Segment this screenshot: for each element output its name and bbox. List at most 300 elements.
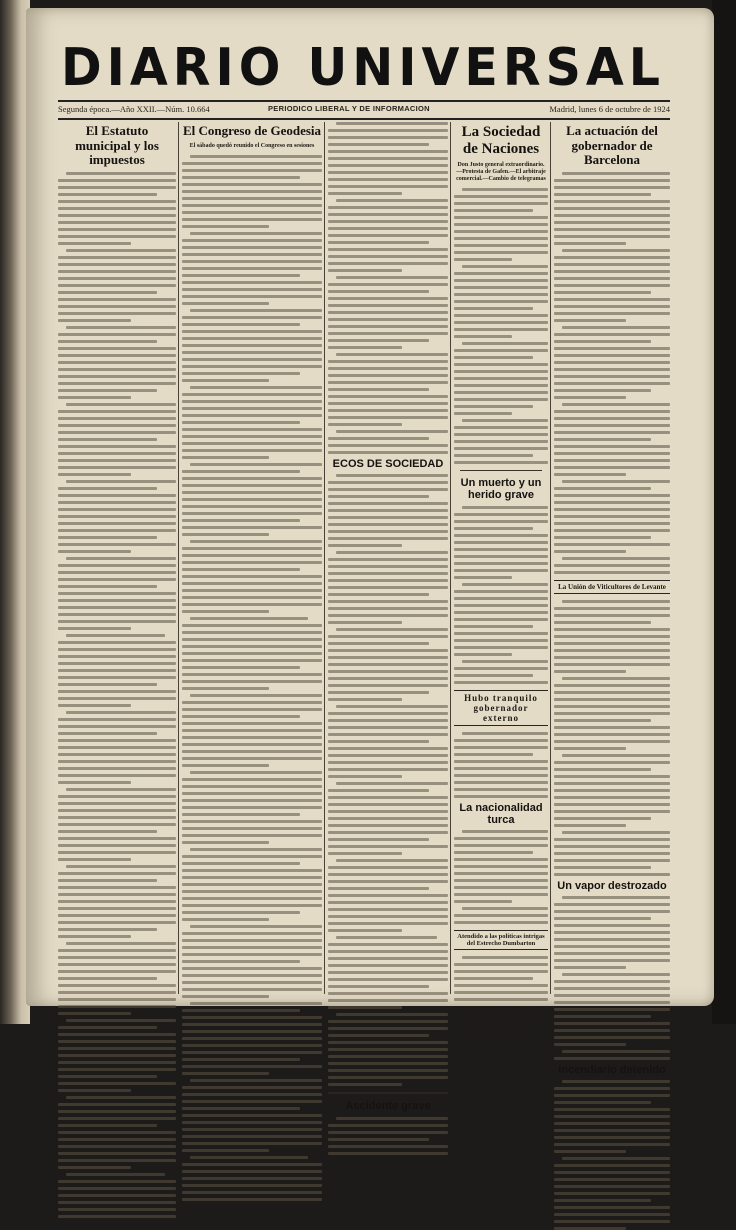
text-line [328, 1083, 402, 1086]
text-line [554, 298, 670, 301]
tagline: PERIODICO LIBERAL Y DE INFORMACION [268, 104, 430, 113]
headline-congreso-geodesia: El Congreso de Geodesia [182, 123, 322, 138]
text-line [182, 1009, 300, 1012]
text-line [182, 316, 322, 319]
text-line [190, 463, 322, 466]
article-body-muerto [454, 506, 548, 684]
text-line [328, 866, 448, 869]
text-line [336, 705, 448, 708]
text-line [554, 1122, 670, 1125]
text-line [328, 234, 448, 237]
column-separator [450, 122, 451, 994]
text-line [58, 697, 176, 700]
text-line [182, 372, 300, 375]
text-line [190, 617, 308, 620]
text-line [554, 782, 670, 785]
text-line [182, 701, 322, 704]
text-line [554, 621, 651, 624]
text-line [454, 667, 548, 670]
text-line [182, 988, 322, 991]
text-line [182, 638, 322, 641]
text-line [58, 802, 176, 805]
text-line [336, 859, 448, 862]
text-line [58, 508, 176, 511]
text-line [454, 405, 533, 408]
text-line [562, 403, 670, 406]
text-line [58, 900, 176, 903]
text-line [182, 610, 269, 613]
article-body-col3-top [328, 122, 448, 454]
article-body-estatuto [58, 172, 176, 1218]
text-line [58, 410, 176, 413]
text-line [328, 831, 448, 834]
text-line [328, 255, 448, 258]
text-line [58, 1068, 176, 1071]
text-line [328, 157, 448, 160]
text-line [58, 361, 176, 364]
text-line [454, 307, 533, 310]
text-line [454, 844, 548, 847]
text-line [66, 249, 176, 252]
text-line [562, 600, 670, 603]
text-line [182, 456, 269, 459]
text-line [462, 907, 548, 910]
text-line [328, 964, 448, 967]
text-line [182, 288, 322, 291]
text-line [328, 332, 448, 335]
text-line [58, 312, 176, 315]
text-line [58, 970, 176, 973]
text-line [58, 1054, 176, 1057]
text-line [554, 1199, 651, 1202]
text-line [454, 258, 512, 261]
text-line [190, 386, 322, 389]
text-line [328, 663, 448, 666]
text-line [554, 1101, 651, 1104]
text-line [182, 967, 322, 970]
text-line [328, 922, 448, 925]
text-line [58, 746, 176, 749]
text-line [182, 1093, 322, 1096]
masthead-title: DIARIO UNIVERSAL [60, 37, 666, 98]
text-line [182, 358, 322, 361]
text-line [182, 589, 322, 592]
text-line [182, 687, 269, 690]
text-line [454, 984, 548, 987]
text-line [328, 943, 448, 946]
text-line [182, 645, 322, 648]
text-line [58, 1061, 176, 1064]
text-line [554, 775, 670, 778]
text-line [562, 557, 670, 560]
text-line [454, 548, 548, 551]
text-line [182, 1044, 322, 1047]
text-line [58, 501, 176, 504]
text-line [182, 484, 322, 487]
text-line [182, 414, 322, 417]
text-line [182, 1037, 322, 1040]
article-body-estrecho [454, 956, 548, 1001]
text-line [182, 218, 322, 221]
text-line [58, 578, 176, 581]
text-line [58, 375, 176, 378]
text-line [190, 232, 322, 235]
text-line [554, 312, 670, 315]
text-line [454, 893, 548, 896]
text-line [454, 426, 548, 429]
text-line [182, 904, 322, 907]
text-line [554, 705, 670, 708]
text-line [182, 1086, 322, 1089]
text-line [58, 1075, 157, 1078]
text-line [58, 781, 131, 784]
text-line [328, 887, 429, 890]
subhead-viticultores: La Unión de Viticultores de Levante [554, 580, 670, 594]
text-line [554, 522, 670, 525]
text-line [454, 335, 512, 338]
text-line [454, 998, 548, 1001]
text-line [454, 914, 548, 917]
text-line [182, 736, 322, 739]
text-line [328, 516, 448, 519]
text-line [554, 1001, 670, 1004]
text-line [328, 227, 448, 230]
text-line [58, 1040, 176, 1043]
text-line [182, 1016, 322, 1019]
text-line [454, 440, 548, 443]
text-line [182, 883, 322, 886]
text-line [58, 235, 176, 238]
text-line [462, 188, 548, 191]
column-5 [554, 122, 670, 1076]
text-line [454, 398, 548, 401]
text-line [454, 837, 548, 840]
text-line [454, 760, 548, 763]
column-2 [182, 122, 322, 994]
column-separator [550, 122, 551, 994]
text-line [58, 1082, 176, 1085]
text-line [554, 571, 670, 574]
text-line [182, 477, 322, 480]
text-line [462, 830, 548, 833]
text-line [182, 330, 322, 333]
text-line [58, 851, 176, 854]
headline-muerto-herido: Un muerto y un herido grave [460, 477, 542, 502]
text-line [554, 959, 670, 962]
text-line [182, 1030, 322, 1033]
text-line [328, 740, 429, 743]
text-line [58, 1180, 176, 1183]
text-line [58, 767, 176, 770]
text-line [554, 789, 670, 792]
text-line [58, 991, 176, 994]
text-line [328, 572, 448, 575]
text-line [328, 367, 448, 370]
text-line [454, 349, 548, 352]
text-line [58, 606, 176, 609]
text-line [554, 1022, 670, 1025]
text-line [182, 533, 269, 536]
text-line [336, 551, 448, 554]
text-line [58, 886, 176, 889]
text-line [454, 774, 548, 777]
text-line [182, 190, 322, 193]
text-line [182, 554, 322, 557]
text-line [58, 753, 176, 756]
text-line [328, 171, 448, 174]
edition-info: Segunda época.—Año XXII.—Núm. 10.664 [58, 104, 210, 114]
text-line [182, 253, 322, 256]
text-line [182, 624, 322, 627]
text-line [190, 925, 322, 928]
text-line [562, 249, 670, 252]
text-line [182, 1142, 322, 1145]
text-line [554, 642, 670, 645]
text-line [328, 388, 429, 391]
text-line [328, 262, 448, 265]
text-line [58, 921, 176, 924]
text-line [454, 746, 548, 749]
text-line [554, 663, 670, 666]
text-line [328, 558, 448, 561]
text-line [58, 690, 176, 693]
text-line [58, 466, 176, 469]
text-line [182, 666, 300, 669]
text-line [554, 1185, 670, 1188]
text-line [554, 873, 670, 876]
text-line [182, 631, 322, 634]
text-line [554, 284, 670, 287]
text-line [554, 761, 670, 764]
text-line [182, 421, 300, 424]
text-line [58, 830, 157, 833]
text-line [182, 757, 322, 760]
text-line [328, 908, 448, 911]
text-line [58, 858, 131, 861]
text-line [58, 270, 176, 273]
subhead-estrecho: Atendido a las políticas intrigas del Estrecho Dumbarton [454, 930, 548, 950]
text-line [336, 936, 437, 939]
text-line [58, 676, 176, 679]
text-line [328, 451, 448, 454]
masthead-rule-top [58, 100, 670, 102]
text-line [454, 370, 548, 373]
headline-vapor-destrozado: Un vapor destrozado [557, 879, 667, 892]
text-line [554, 1220, 670, 1223]
text-line [58, 354, 176, 357]
article-body-ecos [328, 474, 448, 1086]
text-line [328, 136, 448, 139]
text-line [328, 901, 448, 904]
text-line [182, 1128, 322, 1131]
text-line [58, 368, 176, 371]
text-line [328, 1062, 448, 1065]
text-line [454, 251, 548, 254]
text-line [58, 550, 131, 553]
text-line [328, 416, 448, 419]
text-line [182, 946, 322, 949]
text-line [182, 1170, 322, 1173]
text-line [328, 950, 448, 953]
text-line [562, 677, 670, 680]
text-line [454, 412, 512, 415]
text-line [462, 342, 548, 345]
text-line [554, 333, 670, 336]
text-line [454, 991, 548, 994]
text-line [328, 346, 402, 349]
text-line [328, 283, 448, 286]
text-line [182, 960, 300, 963]
text-line [454, 195, 548, 198]
text-line [554, 193, 651, 196]
text-line [182, 526, 322, 529]
text-line [328, 481, 448, 484]
text-line [328, 304, 448, 307]
text-line [58, 277, 176, 280]
text-line [554, 1136, 670, 1139]
article-body-barcelona [554, 172, 670, 574]
text-line [182, 302, 269, 305]
text-line [328, 894, 448, 897]
text-line [554, 340, 651, 343]
text-line [58, 627, 131, 630]
text-line [328, 269, 402, 272]
text-line [58, 459, 176, 462]
text-line [58, 669, 176, 672]
text-line [554, 1164, 670, 1167]
text-line [58, 256, 176, 259]
text-line [554, 845, 670, 848]
text-line [66, 1019, 176, 1022]
text-line [328, 677, 448, 680]
headline-nacionalidad-turca: La nacionalidad turca [459, 801, 543, 827]
text-line [554, 382, 670, 385]
text-line [454, 433, 548, 436]
text-line [182, 449, 322, 452]
text-line [58, 704, 131, 707]
text-line [554, 824, 626, 827]
text-line [58, 648, 176, 651]
text-line [182, 365, 322, 368]
text-line [554, 670, 626, 673]
text-line [66, 634, 165, 637]
text-line [328, 880, 448, 883]
text-line [562, 754, 670, 757]
text-line [454, 576, 512, 579]
text-line [182, 1135, 322, 1138]
text-line [328, 311, 448, 314]
text-line [58, 956, 176, 959]
text-line [328, 1076, 448, 1079]
text-line [328, 241, 429, 244]
text-line [554, 691, 670, 694]
text-line [58, 389, 157, 392]
text-line [328, 649, 448, 652]
text-line [182, 260, 322, 263]
text-line [554, 396, 626, 399]
text-line [328, 1034, 429, 1037]
text-line [182, 750, 322, 753]
text-line [554, 1043, 626, 1046]
text-line [58, 1131, 176, 1134]
text-line [454, 632, 548, 635]
text-line [328, 691, 429, 694]
text-line [182, 547, 322, 550]
text-line [554, 1057, 670, 1060]
text-line [58, 333, 176, 336]
text-line [454, 604, 548, 607]
text-line [58, 998, 176, 1001]
text-line [554, 768, 651, 771]
text-line [58, 984, 176, 987]
text-line [328, 1020, 448, 1023]
text-line [58, 1110, 176, 1113]
text-line [328, 509, 448, 512]
text-line [328, 150, 448, 153]
text-line [336, 474, 448, 477]
text-line [328, 789, 429, 792]
text-line [554, 656, 670, 659]
text-line [58, 1159, 176, 1162]
text-line [454, 886, 548, 889]
text-line [454, 674, 533, 677]
text-line [66, 403, 176, 406]
text-line [328, 1027, 448, 1030]
text-line [554, 501, 670, 504]
text-line [554, 859, 670, 862]
text-line [328, 873, 448, 876]
text-line [554, 368, 670, 371]
text-line [328, 929, 402, 932]
headline-gobernador-barcelona: La actuación del gobernador de Barcelona [566, 123, 658, 168]
text-line [554, 228, 670, 231]
text-line [454, 865, 548, 868]
text-line [182, 1072, 269, 1075]
text-line [182, 267, 322, 270]
text-line [554, 726, 670, 729]
text-line [462, 956, 548, 959]
text-line [328, 360, 448, 363]
text-line [58, 543, 176, 546]
text-line [58, 1005, 176, 1008]
text-line [182, 162, 322, 165]
text-line [182, 680, 322, 683]
text-line [58, 1012, 131, 1015]
text-line [58, 592, 176, 595]
text-line [182, 183, 322, 186]
text-line [454, 209, 533, 212]
text-line [182, 820, 322, 823]
text-line [328, 838, 429, 841]
text-line [58, 438, 157, 441]
text-line [562, 172, 670, 175]
text-line [190, 309, 322, 312]
text-line [554, 214, 670, 217]
text-line [454, 293, 548, 296]
text-line [58, 515, 176, 518]
text-line [58, 340, 157, 343]
text-line [554, 473, 626, 476]
deck-congreso-geodesia: El sábado quedó reunido el Congreso en sesiones [189, 142, 315, 149]
text-line [454, 237, 548, 240]
text-line [554, 817, 651, 820]
column-separator [178, 122, 179, 994]
text-line [58, 200, 176, 203]
text-line [182, 176, 300, 179]
text-line [182, 603, 322, 606]
text-line [182, 778, 322, 781]
text-line [328, 444, 448, 447]
